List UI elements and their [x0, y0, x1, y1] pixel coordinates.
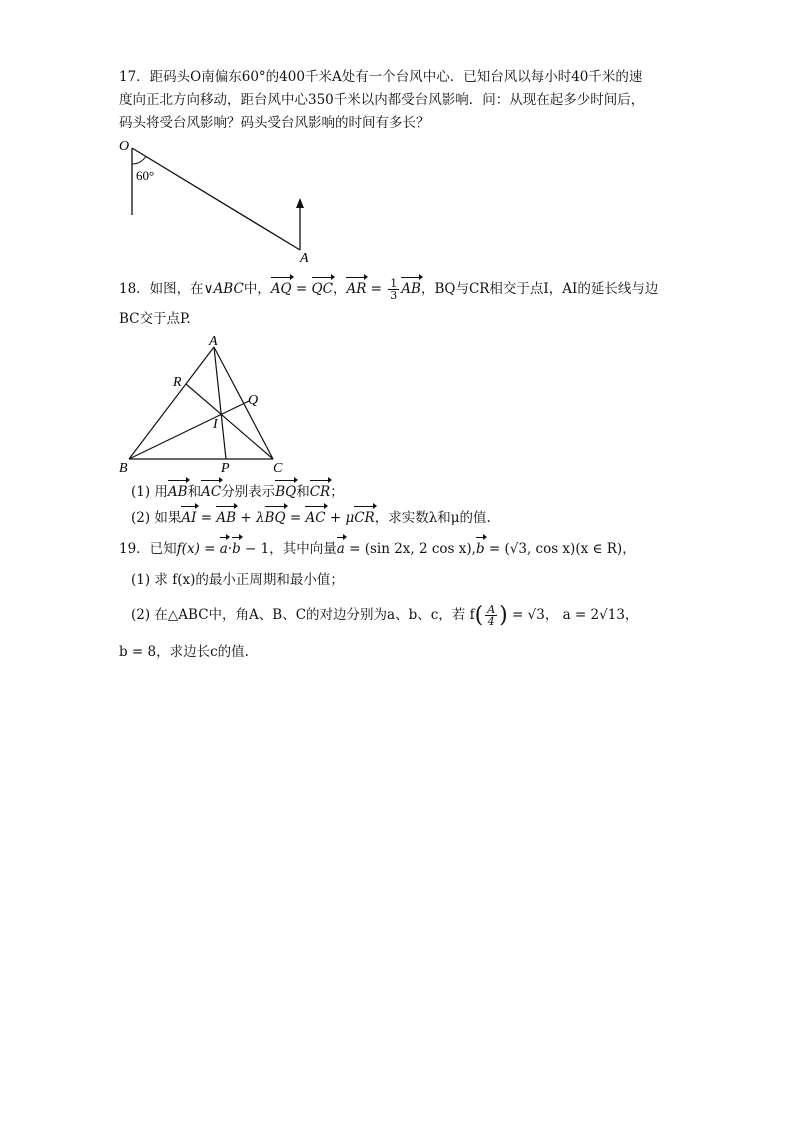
q19-dot: · — [227, 541, 233, 557]
q18-triangle-figure — [115, 333, 295, 475]
q18-number: 18．如图，在∨ — [119, 281, 214, 297]
north-arrow-head-icon — [296, 198, 304, 208]
paren-open: ( — [474, 602, 484, 628]
q18-line-1 — [119, 278, 658, 301]
segment-ap — [214, 347, 226, 459]
vec-bq-2: BQ — [264, 510, 286, 526]
vec-ac-2: AC — [305, 510, 326, 526]
vec-bq: BQ — [275, 484, 297, 500]
q18-sub1-end: ； — [330, 484, 344, 500]
q17-figure — [115, 138, 325, 266]
label-B: B — [119, 461, 128, 475]
q18-sub2-eq2: = — [285, 510, 306, 526]
vec-ar: AR — [346, 281, 367, 297]
frac-a: A — [487, 603, 496, 616]
q18-text: 中， — [243, 281, 271, 297]
vec-qc: QC — [311, 281, 333, 297]
q18-sub1-prefix: (1) 用 — [131, 484, 168, 500]
frac-den: 3 — [390, 289, 398, 302]
label-C: C — [273, 461, 283, 475]
vec-ai: AI — [181, 510, 197, 526]
q17-line-3: 码头将受台风影响？码头受台风影响的时间有多长？ — [119, 115, 430, 131]
label-angle: 60° — [136, 168, 155, 183]
vec-ac: AC — [201, 484, 222, 500]
q19-sub-2 — [131, 604, 638, 627]
label-Q: Q — [248, 393, 259, 408]
frac-num: 1 — [390, 277, 398, 290]
vec-ab: AB — [401, 281, 421, 297]
paren-close: ) — [499, 602, 508, 628]
q19-f: f(x) = — [176, 541, 220, 557]
vec-a-2: a — [336, 541, 345, 557]
fraction-a-over-4 — [485, 604, 497, 627]
vec-a: a — [219, 541, 228, 557]
label-R: R — [173, 375, 182, 390]
vec-cr: CR — [309, 484, 331, 500]
segment-cr — [186, 384, 273, 459]
label-I: I — [213, 417, 218, 432]
q18-tail: ，BQ与CR相交于点I，AI的延长线与边 — [420, 281, 659, 297]
frac-4: 4 — [487, 615, 495, 628]
q18-sub-1 — [131, 483, 344, 501]
q18-sub2-prefix: (2) 如果 — [131, 510, 182, 526]
q18-sub1-and: 和 — [187, 484, 202, 500]
q18-comma: ， — [332, 281, 347, 297]
label-P: P — [221, 461, 230, 475]
vec-b-2: b — [475, 541, 485, 557]
vec-b: b — [232, 541, 241, 557]
fraction-one-third — [388, 278, 399, 301]
vec-ab-2: AB — [167, 484, 188, 500]
q18-sub2-end: ，求实数λ和μ的值. — [374, 510, 491, 526]
vec-cr-2: CR — [354, 510, 375, 526]
q18-sub2-eq: = — [196, 510, 217, 526]
q18-sub2-mu: + μ — [325, 510, 355, 526]
q19-number: 19．已知 — [119, 541, 177, 557]
q18-sub2-lambda: + λ — [236, 510, 265, 526]
q19-line-3: b = 8，求边长c的值. — [119, 644, 249, 660]
side-ab — [129, 347, 214, 459]
q18-sub-2 — [131, 509, 491, 527]
q18-sub1-mid: 分别表示 — [221, 484, 276, 500]
q18-sub1-and2: 和 — [296, 484, 310, 500]
q19-sub2-values: = √3， a = 2√13， — [507, 607, 639, 623]
q18-eq: = — [291, 281, 312, 297]
q19-b-def: = (√3, cos x)(x ∈ R)， — [484, 541, 636, 557]
q19-sub-1: (1) 求 f(x)的最小正周期和最小值； — [131, 572, 344, 588]
q17-line-2: 度向正北方向移动，距台风中心350千米以内都受台风影响．问：从现在起多少时间后， — [119, 92, 645, 108]
label-A: A — [209, 334, 218, 349]
label-o: O — [119, 139, 130, 154]
segment-bq — [129, 401, 249, 459]
q18-eq2: = — [366, 281, 387, 297]
vec-ab-3: AB — [216, 510, 237, 526]
q19-text: − 1，其中向量 — [240, 541, 337, 557]
q17-line-1: 17．距码头O南偏东60°的400千米A处有一个台风中心．已知台风以每小时40千米的速 — [119, 69, 643, 85]
label-a: A — [300, 251, 309, 266]
q19-sub2-text: (2) 在△ABC中，角A、B、C的对边分别为a、b、c，若 f — [131, 607, 475, 623]
q18-line-2: BC交于点P. — [119, 311, 191, 327]
oa-line — [132, 148, 300, 250]
q19-line-1 — [119, 540, 636, 558]
q19-a-def: = (sin 2x, 2 cos x), — [344, 541, 476, 557]
vec-aq: AQ — [270, 281, 292, 297]
q18-triangle: ABC — [213, 281, 244, 297]
angle-arc — [132, 156, 146, 164]
